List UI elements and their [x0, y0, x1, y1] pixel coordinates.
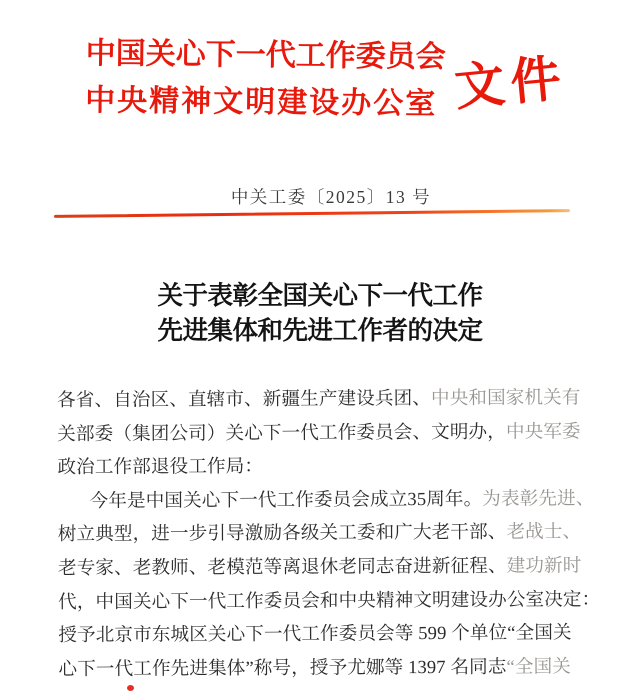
- body-line-faded-text: 中央军委: [505, 420, 581, 443]
- title-line1: 关于表彰全国关心下一代工作: [157, 281, 483, 310]
- body-line: [58, 516, 603, 552]
- body-line-faded-text: 中央和国家机关有: [430, 387, 581, 410]
- body-line: [58, 482, 603, 518]
- body-line-text: 各省、自治区、直辖市、新疆生产建设兵团、: [57, 388, 432, 411]
- body-line-text: 授予北京市东城区关心下一代工作委员会等 599 个单位“全国关: [58, 622, 572, 647]
- body-line: [57, 448, 602, 484]
- body-line: [58, 549, 603, 585]
- body-line-text: 代，中国关心下一代工作委员会和中央精神文明建设办公室决定：: [58, 588, 601, 613]
- body-line-text: 关部委（集团公司）关心下一代工作委员会、文明办，: [57, 421, 506, 445]
- body-line-faded-text: 老战士、: [506, 521, 582, 544]
- body-line-faded-text: 建功新时: [506, 555, 582, 577]
- body-line-text: 政治工作部退役工作局：: [57, 456, 264, 479]
- org-name-line1: 中国关心下一代工作委员会: [85, 36, 446, 74]
- body-line-text: 老专家、老教师、老模范等离退休老同志奋进新征程、: [57, 555, 507, 579]
- body-line: [58, 583, 603, 619]
- document-type-label: 文件: [452, 49, 570, 117]
- title-line2: 先进集体和先进工作者的决定: [157, 316, 483, 345]
- body-line: [57, 381, 602, 417]
- org-name-line2: 中央精神文明建设办公室: [85, 83, 438, 121]
- body-line-faded-text: 为表彰先进、: [482, 487, 595, 510]
- document-title: [0, 278, 640, 348]
- body-line: [58, 616, 603, 652]
- document-number: 中关工委〔2025〕13 号: [230, 187, 432, 207]
- body-line: [58, 650, 603, 686]
- body-line: [57, 415, 602, 451]
- body-line-faded-text: “全国关: [506, 656, 571, 678]
- body-line-text: 今年是中国关心下一代工作委员会成立35周年。: [89, 488, 483, 512]
- document-body: [57, 381, 604, 686]
- body-line-text: 树立典型，进一步引导激励各级关工委和广大老干部、: [57, 522, 507, 546]
- letterhead: [85, 30, 446, 128]
- red-annotation-dot: [127, 685, 134, 691]
- body-line-text: 心下一代工作先进集体”称号，授予尤娜等 1397 名同志: [58, 656, 507, 680]
- red-separator-line: [54, 209, 570, 218]
